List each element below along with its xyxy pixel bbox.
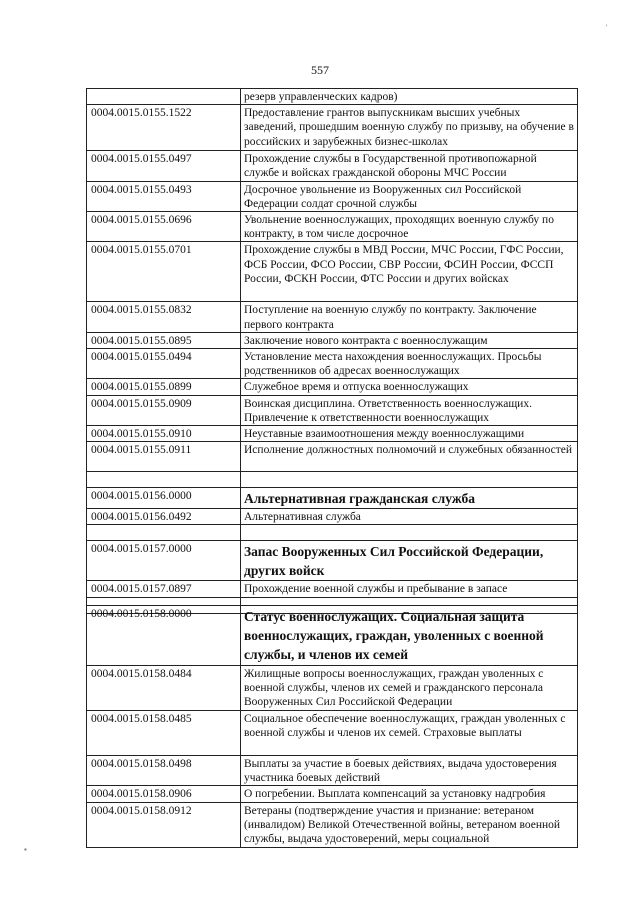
- table-row: [87, 151, 578, 181]
- table-row: [87, 426, 578, 442]
- title-cell: Прохождение службы в Государственной противопожарной службе и войсках гражданской обороны МЧС России: [241, 151, 578, 181]
- table-row: [87, 488, 578, 509]
- title-cell: О погребении. Выплата компенсаций за установку надгробия: [241, 786, 578, 802]
- table-row: [87, 89, 578, 105]
- table-row: [87, 606, 578, 666]
- title-cell: Прохождение службы в МВД России, МЧС России, ГФС России, ФСБ России, ФСО России, СВР России, ФСИН России, ФССП России, ФСКН России, ФТС России и других войсках: [241, 242, 578, 302]
- code-cell: 0004.0015.0155.0493: [87, 181, 241, 211]
- table-row: [87, 666, 578, 711]
- title-cell: Служебное время и отпуска военнослужащих: [241, 379, 578, 395]
- code-cell: 0004.0015.0155.0497: [87, 151, 241, 181]
- table-row: [87, 302, 578, 332]
- title-cell: [241, 472, 578, 488]
- table-row: [87, 349, 578, 379]
- title-cell: Увольнение военнослужащих, проходящих военную службу по контракту, в том числе досрочное: [241, 212, 578, 242]
- table-row: [87, 181, 578, 211]
- table-row: [87, 105, 578, 151]
- title-cell: Социальное обеспечение военнослужащих, граждан уволенных с военной службы и членов их семей. Страховые выплаты: [241, 711, 578, 756]
- scan-mark: ▪: [24, 845, 27, 854]
- table-row: [87, 581, 578, 597]
- table-row: [87, 802, 578, 847]
- code-cell: 0004.0015.0155.0832: [87, 302, 241, 332]
- classifier-table: [86, 88, 578, 614]
- code-cell: 0004.0015.0158.0485: [87, 711, 241, 756]
- title-cell: Неуставные взаимоотношения между военнослужащими: [241, 426, 578, 442]
- table-row: [87, 756, 578, 786]
- title-cell: Досрочное увольнение из Вооруженных сил Российской Федерации солдат срочной службы: [241, 181, 578, 211]
- code-cell: 0004.0015.0158.0912: [87, 802, 241, 847]
- title-cell: Альтернативная служба: [241, 509, 578, 525]
- code-cell: 0004.0015.0155.0899: [87, 379, 241, 395]
- table-row: [87, 525, 578, 541]
- table-row: [87, 509, 578, 525]
- scan-mark: ': [606, 23, 608, 32]
- code-cell: 0004.0015.0155.1522: [87, 105, 241, 151]
- title-cell: Прохождение военной службы и пребывание в запасе: [241, 581, 578, 597]
- code-cell: 0004.0015.0157.0897: [87, 581, 241, 597]
- table-row: [87, 332, 578, 348]
- table-row: [87, 379, 578, 395]
- page-number: 557: [311, 63, 329, 77]
- code-cell: 0004.0015.0155.0696: [87, 212, 241, 242]
- table-row: [87, 711, 578, 756]
- title-cell: Ветераны (подтверждение участия и признание: ветераном (инвалидом) Великой Отечественной войны, ветераном военной службы, выдача удостоверений, меры социальной: [241, 802, 578, 847]
- code-cell: 0004.0015.0155.0701: [87, 242, 241, 302]
- code-cell: 0004.0015.0157.0000: [87, 541, 241, 581]
- code-cell: 0004.0015.0155.0895: [87, 332, 241, 348]
- code-cell: 0004.0015.0156.0000: [87, 488, 241, 509]
- title-cell: [241, 525, 578, 541]
- title-cell: Альтернативная гражданская служба: [241, 488, 578, 509]
- title-cell: Исполнение должностных полномочий и служебных обязанностей: [241, 442, 578, 472]
- classifier-table: [86, 605, 578, 848]
- code-cell: 0004.0015.0158.0906: [87, 786, 241, 802]
- title-cell: Статус военнослужащих. Социальная защита военнослужащих, граждан, уволенных с военной службы, и членов их семей: [241, 606, 578, 666]
- title-cell: Выплаты за участие в боевых действиях, выдача удостоверения участника боевых действий: [241, 756, 578, 786]
- code-cell: 0004.0015.0158.0484: [87, 666, 241, 711]
- title-cell: Установление места нахождения военнослужащих. Просьбы родственников об адресах военнослужащих: [241, 349, 578, 379]
- code-cell: [87, 525, 241, 541]
- code-cell: 0004.0015.0158.0498: [87, 756, 241, 786]
- table-row: [87, 786, 578, 802]
- table-row: [87, 442, 578, 472]
- title-cell: резерв управленческих кадров): [241, 89, 578, 105]
- title-cell: Жилищные вопросы военнослужащих, граждан уволенных с военной службы, членов их семей и гражданского персонала Вооруженных Сил Российской Федерации: [241, 666, 578, 711]
- table-row: [87, 472, 578, 488]
- table-row: [87, 541, 578, 581]
- table-row: [87, 242, 578, 302]
- title-cell: Поступление на военную службу по контракту. Заключение первого контракта: [241, 302, 578, 332]
- code-cell: [87, 472, 241, 488]
- table-row: [87, 212, 578, 242]
- code-cell: [87, 89, 241, 105]
- code-cell: 0004.0015.0155.0911: [87, 442, 241, 472]
- title-cell: Заключение нового контракта с военнослужащим: [241, 332, 578, 348]
- code-cell: 0004.0015.0155.0909: [87, 395, 241, 425]
- code-cell: 0004.0015.0155.0910: [87, 426, 241, 442]
- table-row: [87, 395, 578, 425]
- code-cell: 0004.0015.0156.0492: [87, 509, 241, 525]
- title-cell: Запас Вооруженных Сил Российской Федерации, других войск: [241, 541, 578, 581]
- title-cell: Предоставление грантов выпускникам высших учебных заведений, прошедшим военную службу по призыву, на обучение в российских и зарубежных бизнес-школах: [241, 105, 578, 151]
- code-cell: 0004.0015.0155.0494: [87, 349, 241, 379]
- code-cell: 0004.0015.0158.0000: [87, 606, 241, 666]
- title-cell: Воинская дисциплина. Ответственность военнослужащих. Привлечение к ответственности военнослужащих: [241, 395, 578, 425]
